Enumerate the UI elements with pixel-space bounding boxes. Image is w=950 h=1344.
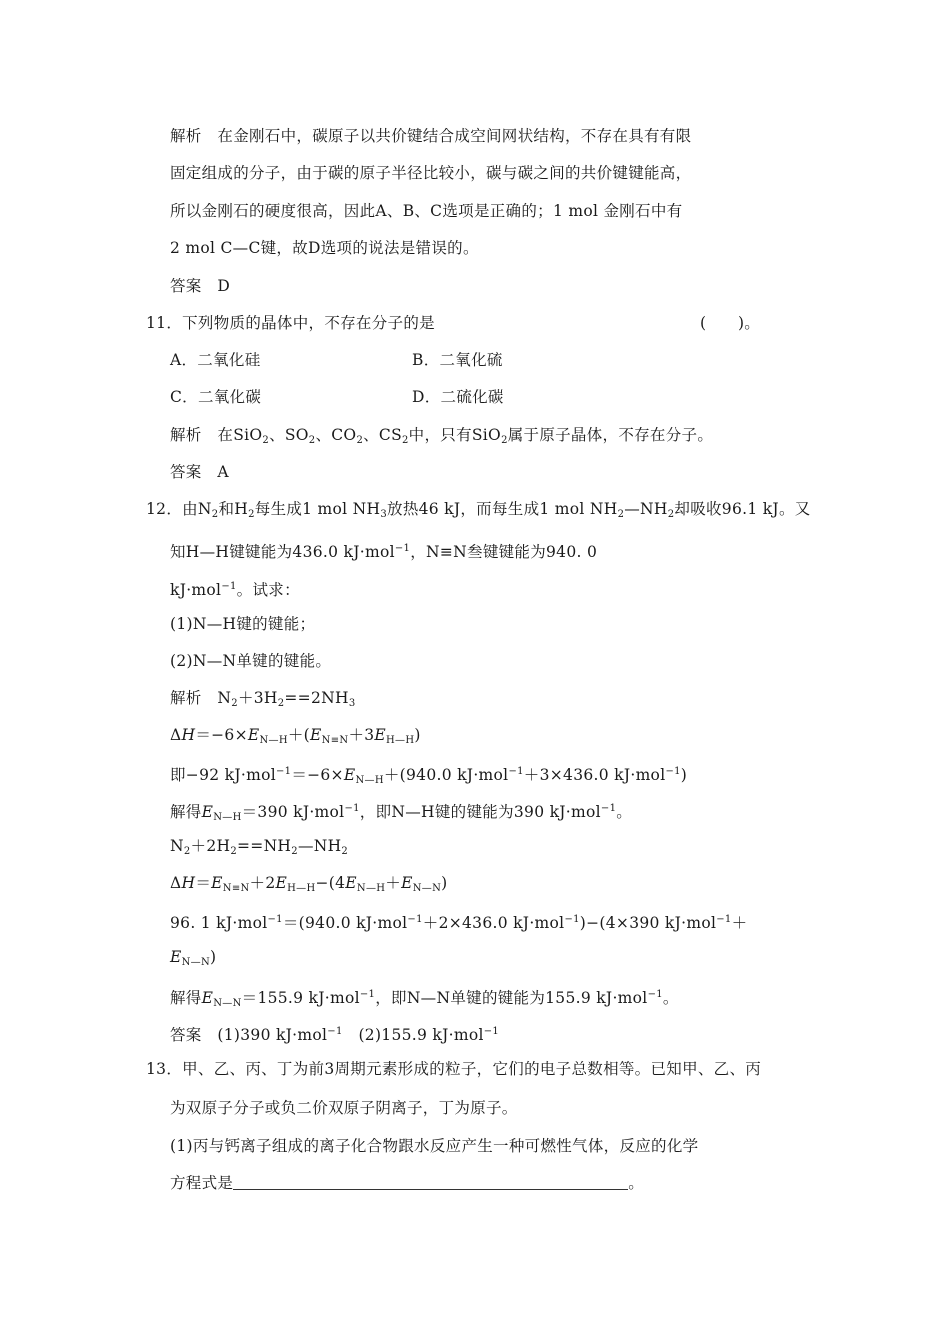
q12-analysis-eq4: 解得$E_{N—H}=390$ kJ·mol$^{-1}$，即N—H键的键能为390 kJ·mol$^{-1}$。: [170, 803, 633, 823]
option-a: A．二氧化硅: [170, 351, 261, 369]
line-analysis-2: 固定组成的分子，由于碳的原子半径比较小，碳与碳之间的共价键键能高，: [170, 164, 692, 182]
q12-analysis-eq2: $\Delta H=-6\times E_{N—H}+(E_{N\equiv N}+3E_{H—H})$: [170, 726, 421, 746]
option-c: C．二氧化碳: [170, 388, 262, 406]
question-11-answer: 答案 A: [170, 463, 229, 481]
question-12-part-1: (1)N—H键的键能；: [170, 615, 316, 633]
q12-analysis-eq8: $E_{N—N}$): [170, 948, 217, 968]
q12-analysis-eq5: $N_2+2H_2==NH_2—NH_2$: [170, 837, 349, 857]
question-13-line-1: 13．甲、乙、丙、丁为前3周期元素形成的粒子，它们的电子总数相等。已知甲、乙、丙: [146, 1060, 762, 1078]
option-d: D．二硫化碳: [412, 388, 504, 406]
question-12-line-3-tail: 。试求：: [236, 581, 300, 599]
question-11: [146, 313, 435, 333]
line-answer-10: 答案 D: [170, 277, 231, 295]
question-12-part-2: (2)N—N单键的键能。: [170, 652, 332, 670]
line-analysis-4: 2 mol C—C键，故D选项的说法是错误的。: [170, 239, 479, 257]
question-13-line-2: 为双原子分子或负二价双原子阴离子，丁为原子。: [170, 1099, 518, 1117]
question-12-line-1: 12．由$N_2$和$H_2$每生成1 mol $NH_3$放热46 kJ，而每生成1 mol $NH_2—NH_2$却吸收96.1 kJ。又: [146, 500, 811, 520]
question-13-line-3: (1)丙与钙离子组成的离子化合物跟水反应产生一种可燃性气体，反应的化学: [170, 1137, 699, 1155]
question-13-line-4-head: 方程式是: [170, 1174, 234, 1192]
question-13-line-4: [170, 1173, 644, 1193]
q12-analysis-eq9: 解得$E_{N—N}=155.9$ kJ·mol$^{-1}$，即N—N单键的键能为155.9 kJ·mol$^{-1}$。: [170, 989, 679, 1009]
q12-analysis-eq1: 解析 $N_2+3H_2==2NH_3$: [170, 689, 356, 709]
q12-analysis-eq3: 即−92 $kJ\cdot mol^{-1}=-6\times E_{N—H}+(940.0$ kJ·mol$^{-1}$＋3×436.0 kJ·mol$^{-1}$): [170, 766, 688, 786]
line-analysis-1: 解析 在金刚石中，碳原子以共价键结合成空间网状结构，不存在具有有限: [170, 127, 692, 145]
question-12-line-2: 知H—H键键能为436.0 kJ·mol$^{-1}$，N≡N叁键键能为940. 0: [170, 543, 598, 561]
option-b: B．二氧化硫: [412, 351, 503, 369]
q12-analysis-eq6: $\Delta H=E_{N\equiv N}+2E_{H—H}-(4E_{N—H}+E_{N—N})$: [170, 874, 448, 894]
question-12-line-3: kJ·mol$^{-1}$。试求：: [170, 581, 300, 599]
question-11-paren: ( )。: [700, 314, 761, 332]
line-analysis-3: 所以金刚石的硬度很高，因此A、B、C选项是正确的；1 mol 金刚石中有: [170, 202, 683, 220]
question-11-text: 11．下列物质的晶体中，不存在分子的是: [146, 314, 435, 332]
question-13-line-4-tail: 。: [628, 1174, 645, 1192]
q12-analysis-eq7: 96. 1 kJ·mol$^{-1}$＝(940.0 kJ·mol$^{-1}$＋2×436.0 kJ·mol$^{-1}$)−(4×390 kJ·mol$^{-1}$＋: [170, 914, 748, 932]
question-11-analysis: 解析 在SiO$_2$、$SO_2$、$CO_2$、$CS_2$中，只有SiO$_2$属于原子晶体，不存在分子。: [170, 426, 714, 446]
q12-answer: 答案 (1)390 kJ·mol$^{-1}$ (2)155.9 kJ·mol$^{-1}$: [170, 1026, 500, 1044]
answer-blank[interactable]: [233, 1175, 628, 1190]
